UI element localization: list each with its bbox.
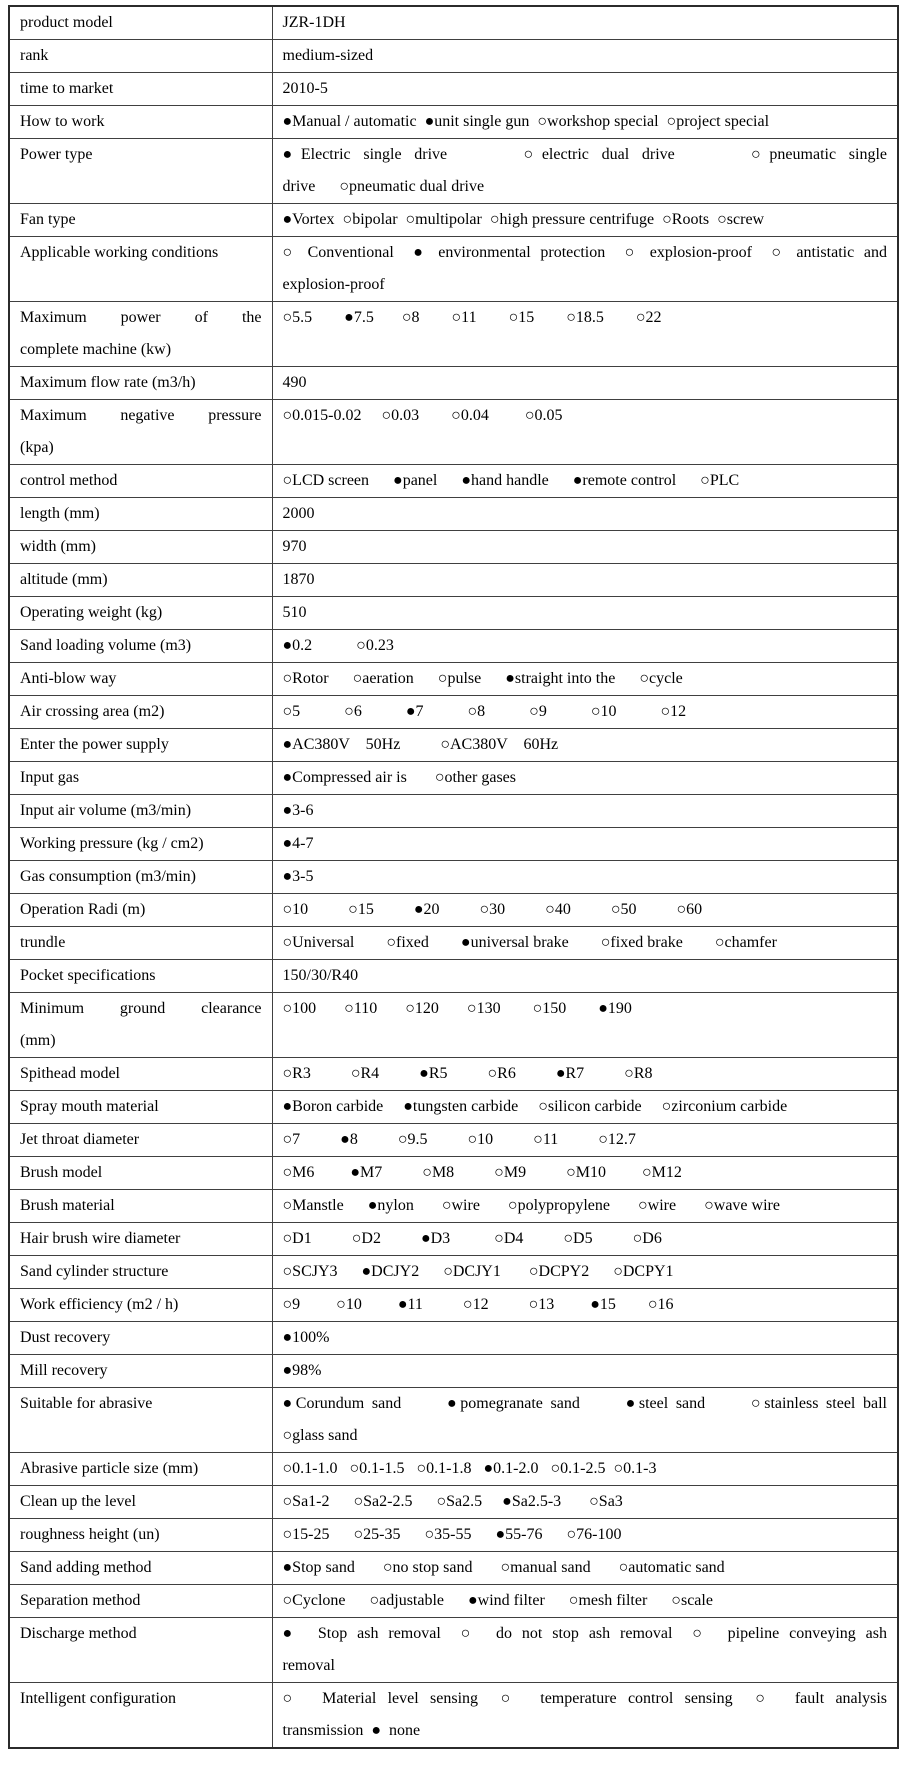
table-row <box>9 400 898 465</box>
spec-value-cell <box>272 498 898 531</box>
spec-attribute-cell <box>9 1486 272 1519</box>
spec-value-cell-line: ●Boron carbide ●tungsten carbide ○silicon carbide ○zirconium carbide <box>282 1098 788 1115</box>
spec-value-cell-line: 490 <box>282 374 307 391</box>
spec-table-body <box>9 6 898 1748</box>
spec-attribute-cell-line: Sand cylinder structure <box>20 1263 169 1280</box>
spec-value-cell-line: ○SCJY3 ●DCJY2 ○DCJY1 ○DCPY2 ○DCPY1 <box>282 1263 674 1280</box>
table-row <box>9 927 898 960</box>
spec-attribute-cell-line: Jet throat diameter <box>20 1131 140 1148</box>
spec-attribute-cell <box>9 1157 272 1190</box>
spec-attribute-cell-line: Air crossing area (m2) <box>20 703 165 720</box>
spec-value-cell-line: 2000 <box>282 505 315 522</box>
table-row <box>9 1355 898 1388</box>
table-row <box>9 6 898 40</box>
spec-attribute-cell <box>9 106 272 139</box>
spec-attribute-cell-line: Spithead model <box>20 1065 120 1082</box>
table-row <box>9 630 898 663</box>
spec-value-cell <box>272 630 898 663</box>
spec-value-cell <box>272 1223 898 1256</box>
spec-value-cell-line: ●AC380V 50Hz ○AC380V 60Hz <box>282 736 559 753</box>
spec-attribute-cell <box>9 762 272 795</box>
spec-value-cell-line: ●Vortex ○bipolar ○multipolar ○high pressure centrifuge ○Roots ○screw <box>282 211 765 228</box>
spec-attribute-cell-line: Brush model <box>20 1164 103 1181</box>
table-row <box>9 597 898 630</box>
spec-attribute-cell <box>9 498 272 531</box>
spec-attribute-cell <box>9 1388 272 1453</box>
spec-attribute-cell-line: product model <box>20 14 113 31</box>
spec-attribute-cell <box>9 564 272 597</box>
spec-attribute-cell <box>9 1683 272 1749</box>
table-row <box>9 1618 898 1683</box>
product-spec-table <box>8 5 899 1749</box>
spec-attribute-cell <box>9 1190 272 1223</box>
spec-value-cell-line: ○M6 ●M7 ○M8 ○M9 ○M10 ○M12 <box>282 1164 682 1181</box>
spec-attribute-cell <box>9 204 272 237</box>
table-row <box>9 302 898 367</box>
spec-value-cell-line: ●100% <box>282 1329 330 1346</box>
spec-attribute-cell <box>9 400 272 465</box>
spec-value-cell-line: ●Stop sand ○no stop sand ○manual sand ○automatic sand <box>282 1559 725 1576</box>
table-row <box>9 1585 898 1618</box>
spec-attribute-cell <box>9 927 272 960</box>
spec-attribute-cell <box>9 1091 272 1124</box>
spec-value-cell-line: ○9 ○10 ●11 ○12 ○13 ●15 ○16 <box>282 1296 674 1313</box>
spec-attribute-cell <box>9 73 272 106</box>
spec-value-cell <box>272 1355 898 1388</box>
spec-attribute-cell-line: How to work <box>20 113 105 130</box>
spec-attribute-cell <box>9 795 272 828</box>
spec-value-cell-line: drive ○pneumatic dual drive <box>282 178 485 195</box>
spec-attribute-cell-line: Maximum flow rate (m3/h) <box>20 374 196 391</box>
spec-attribute-cell-line: width (mm) <box>20 538 96 555</box>
spec-attribute-cell <box>9 993 272 1058</box>
spec-value-cell-line: ○D1 ○D2 ●D3 ○D4 ○D5 ○D6 <box>282 1230 662 1247</box>
spec-value-cell-line: JZR-1DH <box>282 14 346 31</box>
table-row <box>9 531 898 564</box>
spec-attribute-cell <box>9 828 272 861</box>
table-row <box>9 762 898 795</box>
spec-attribute-cell-line: Operation Radi (m) <box>20 901 146 918</box>
table-row <box>9 139 898 204</box>
spec-value-cell <box>272 795 898 828</box>
spec-attribute-cell <box>9 1058 272 1091</box>
spec-value-cell-line: ○10 ○15 ●20 ○30 ○40 ○50 ○60 <box>282 901 703 918</box>
table-row <box>9 1519 898 1552</box>
spec-value-cell <box>272 400 898 465</box>
spec-attribute-cell-line: Anti-blow way <box>20 670 117 687</box>
spec-attribute-cell-line: Working pressure (kg / cm2) <box>20 835 204 852</box>
spec-attribute-cell-line: altitude (mm) <box>20 571 108 588</box>
spec-value-cell <box>272 1519 898 1552</box>
spec-value-cell-line: ○ Material level sensing ○ temperature control sensing ○ fault analysis <box>282 1690 887 1707</box>
table-row <box>9 1683 898 1749</box>
table-row <box>9 894 898 927</box>
spec-value-cell <box>272 597 898 630</box>
spec-attribute-cell <box>9 1453 272 1486</box>
spec-value-cell <box>272 106 898 139</box>
table-row <box>9 795 898 828</box>
spec-value-cell <box>272 1618 898 1683</box>
spec-attribute-cell-line: Suitable for abrasive <box>20 1395 153 1412</box>
spec-attribute-cell-line: Maximum power of the <box>20 309 262 326</box>
table-row <box>9 367 898 400</box>
spec-value-cell-line: ○LCD screen ●panel ●hand handle ●remote control ○PLC <box>282 472 740 489</box>
spec-attribute-cell-line: control method <box>20 472 118 489</box>
table-row <box>9 729 898 762</box>
spec-attribute-cell-line: Enter the power supply <box>20 736 169 753</box>
table-row <box>9 1453 898 1486</box>
spec-attribute-cell-line: Brush material <box>20 1197 115 1214</box>
spec-value-cell <box>272 762 898 795</box>
table-row <box>9 1256 898 1289</box>
spec-attribute-cell <box>9 1585 272 1618</box>
spec-attribute-cell <box>9 597 272 630</box>
table-row <box>9 1486 898 1519</box>
spec-value-cell-line: ●Electric single drive ○electric dual drive ○pneumatic single <box>282 146 887 163</box>
table-row <box>9 1157 898 1190</box>
spec-value-cell <box>272 663 898 696</box>
spec-value-cell <box>272 1256 898 1289</box>
spec-value-cell-line: ○100 ○110 ○120 ○130 ○150 ●190 <box>282 1000 632 1017</box>
spec-attribute-cell-line: time to market <box>20 80 114 97</box>
spec-attribute-cell <box>9 1256 272 1289</box>
table-row <box>9 960 898 993</box>
spec-attribute-cell-line: Gas consumption (m3/min) <box>20 868 196 885</box>
spec-attribute-cell-line: Clean up the level <box>20 1493 136 1510</box>
table-row <box>9 1552 898 1585</box>
spec-attribute-cell <box>9 894 272 927</box>
spec-attribute-cell <box>9 1223 272 1256</box>
table-row <box>9 1091 898 1124</box>
spec-value-cell <box>272 237 898 302</box>
spec-attribute-cell-line: Pocket specifications <box>20 967 156 984</box>
table-row <box>9 861 898 894</box>
spec-value-cell-line: transmission ● none <box>282 1722 421 1739</box>
spec-value-cell <box>272 1453 898 1486</box>
spec-attribute-cell-line: trundle <box>20 934 66 951</box>
table-row <box>9 73 898 106</box>
spec-attribute-cell <box>9 367 272 400</box>
spec-attribute-cell <box>9 1289 272 1322</box>
table-row <box>9 498 898 531</box>
spec-value-cell-line: 150/30/R40 <box>282 967 359 984</box>
spec-attribute-cell-line: Abrasive particle size (mm) <box>20 1460 199 1477</box>
spec-attribute-cell-line: Hair brush wire diameter <box>20 1230 181 1247</box>
spec-attribute-cell <box>9 237 272 302</box>
spec-attribute-cell <box>9 630 272 663</box>
spec-value-cell-line: 2010-5 <box>282 80 328 97</box>
spec-attribute-cell-line: Maximum negative pressure <box>20 407 262 424</box>
spec-attribute-cell-line: Sand loading volume (m3) <box>20 637 192 654</box>
spec-value-cell <box>272 696 898 729</box>
table-row <box>9 106 898 139</box>
spec-value-cell-line: ○glass sand <box>282 1427 358 1444</box>
table-row <box>9 1322 898 1355</box>
spec-value-cell <box>272 1058 898 1091</box>
spec-value-cell-line: ●98% <box>282 1362 322 1379</box>
spec-value-cell-line: removal <box>282 1657 335 1674</box>
spec-attribute-cell-line: complete machine (kw) <box>20 341 172 358</box>
spec-attribute-cell <box>9 729 272 762</box>
spec-attribute-cell-line: Separation method <box>20 1592 141 1609</box>
spec-attribute-cell-line: (kpa) <box>20 439 54 456</box>
spec-value-cell <box>272 1289 898 1322</box>
spec-attribute-cell <box>9 6 272 40</box>
spec-value-cell-line: ●Corundum sand ●pomegranate sand ●steel sand ○stainless steel ball <box>282 1395 887 1412</box>
spec-value-cell <box>272 1486 898 1519</box>
spec-attribute-cell-line: Input air volume (m3/min) <box>20 802 192 819</box>
spec-attribute-cell-line: rank <box>20 47 49 64</box>
spec-value-cell <box>272 1124 898 1157</box>
spec-attribute-cell <box>9 302 272 367</box>
table-row <box>9 1223 898 1256</box>
spec-value-cell <box>272 729 898 762</box>
spec-value-cell-line: ●3-6 <box>282 802 314 819</box>
spec-value-cell-line: ○Sa1-2 ○Sa2-2.5 ○Sa2.5 ●Sa2.5-3 ○Sa3 <box>282 1493 623 1510</box>
spec-value-cell <box>272 73 898 106</box>
spec-attribute-cell-line: Intelligent configuration <box>20 1690 176 1707</box>
spec-attribute-cell-line: Applicable working conditions <box>20 244 219 261</box>
table-row <box>9 40 898 73</box>
spec-attribute-cell-line: length (mm) <box>20 505 100 522</box>
spec-attribute-cell <box>9 40 272 73</box>
spec-attribute-cell-line: Fan type <box>20 211 76 228</box>
spec-value-cell <box>272 993 898 1058</box>
spec-value-cell <box>272 6 898 40</box>
spec-value-cell-line: ○0.1-1.0 ○0.1-1.5 ○0.1-1.8 ●0.1-2.0 ○0.1-2.5 ○0.1-3 <box>282 1460 657 1477</box>
table-row <box>9 993 898 1058</box>
spec-attribute-cell-line: Spray mouth material <box>20 1098 159 1115</box>
spec-attribute-cell <box>9 465 272 498</box>
spec-value-cell <box>272 1190 898 1223</box>
spec-value-cell-line: ○5.5 ●7.5 ○8 ○11 ○15 ○18.5 ○22 <box>282 309 662 326</box>
table-row <box>9 828 898 861</box>
spec-value-cell <box>272 139 898 204</box>
spec-attribute-cell-line: Dust recovery <box>20 1329 111 1346</box>
spec-value-cell <box>272 204 898 237</box>
spec-value-cell <box>272 1388 898 1453</box>
spec-value-cell <box>272 1552 898 1585</box>
spec-attribute-cell-line: Sand adding method <box>20 1559 152 1576</box>
table-row <box>9 204 898 237</box>
spec-value-cell <box>272 531 898 564</box>
spec-attribute-cell-line: Work efficiency (m2 / h) <box>20 1296 179 1313</box>
table-row <box>9 1289 898 1322</box>
spec-value-cell-line: explosion-proof <box>282 276 385 293</box>
spec-attribute-cell-line: Power type <box>20 146 93 163</box>
spec-value-cell <box>272 1322 898 1355</box>
spec-value-cell <box>272 894 898 927</box>
spec-value-cell-line: ○Manstle ●nylon ○wire ○polypropylene ○wire ○wave wire <box>282 1197 780 1214</box>
spec-attribute-cell-line: Mill recovery <box>20 1362 108 1379</box>
table-row <box>9 696 898 729</box>
spec-value-cell-line: 1870 <box>282 571 315 588</box>
spec-value-cell-line: ●3-5 <box>282 868 314 885</box>
spec-value-cell-line: ○7 ●8 ○9.5 ○10 ○11 ○12.7 <box>282 1131 636 1148</box>
spec-value-cell-line: ●Compressed air is ○other gases <box>282 769 517 786</box>
spec-attribute-cell <box>9 960 272 993</box>
spec-attribute-cell-line: roughness height (un) <box>20 1526 160 1543</box>
spec-attribute-cell <box>9 1618 272 1683</box>
spec-value-cell <box>272 828 898 861</box>
spec-attribute-cell <box>9 1552 272 1585</box>
table-row <box>9 1388 898 1453</box>
spec-value-cell <box>272 1091 898 1124</box>
spec-attribute-cell <box>9 1519 272 1552</box>
spec-value-cell-line: ○R3 ○R4 ●R5 ○R6 ●R7 ○R8 <box>282 1065 653 1082</box>
spec-value-cell <box>272 465 898 498</box>
spec-value-cell-line: 970 <box>282 538 307 555</box>
spec-value-cell-line: medium-sized <box>282 47 374 64</box>
spec-value-cell <box>272 861 898 894</box>
spec-attribute-cell <box>9 1355 272 1388</box>
table-row <box>9 663 898 696</box>
spec-attribute-cell <box>9 663 272 696</box>
table-row <box>9 1190 898 1223</box>
table-row <box>9 564 898 597</box>
spec-value-cell-line: ●0.2 ○0.23 <box>282 637 394 654</box>
spec-attribute-cell <box>9 696 272 729</box>
spec-value-cell <box>272 1157 898 1190</box>
spec-value-cell <box>272 1683 898 1749</box>
spec-value-cell-line: ● Stop ash removal ○ do not stop ash removal ○ pipeline conveying ash <box>282 1625 887 1642</box>
spec-attribute-cell-line: (mm) <box>20 1032 56 1049</box>
spec-attribute-cell <box>9 139 272 204</box>
spec-value-cell-line: ○ Conventional ● environmental protection ○ explosion-proof ○ antistatic and <box>282 244 887 261</box>
spec-value-cell-line: ○Rotor ○aeration ○pulse ●straight into the ○cycle <box>282 670 683 687</box>
spec-attribute-cell <box>9 1124 272 1157</box>
spec-value-cell <box>272 40 898 73</box>
spec-value-cell-line: ●Manual / automatic ●unit single gun ○workshop special ○project special <box>282 113 770 130</box>
spec-value-cell <box>272 927 898 960</box>
spec-attribute-cell-line: Input gas <box>20 769 80 786</box>
spec-value-cell-line: ○5 ○6 ●7 ○8 ○9 ○10 ○12 <box>282 703 687 720</box>
spec-value-cell <box>272 1585 898 1618</box>
spec-value-cell <box>272 367 898 400</box>
spec-attribute-cell-line: Discharge method <box>20 1625 137 1642</box>
spec-attribute-cell <box>9 861 272 894</box>
spec-value-cell-line: ○0.015-0.02 ○0.03 ○0.04 ○0.05 <box>282 407 563 424</box>
spec-attribute-cell <box>9 1322 272 1355</box>
spec-value-cell-line: ○15-25 ○25-35 ○35-55 ●55-76 ○76-100 <box>282 1526 622 1543</box>
spec-value-cell <box>272 960 898 993</box>
spec-value-cell-line: ○Cyclone ○adjustable ●wind filter ○mesh filter ○scale <box>282 1592 713 1609</box>
table-row <box>9 1058 898 1091</box>
spec-value-cell <box>272 564 898 597</box>
spec-value-cell-line: 510 <box>282 604 307 621</box>
spec-value-cell <box>272 302 898 367</box>
spec-value-cell-line: ●4-7 <box>282 835 314 852</box>
table-row <box>9 465 898 498</box>
spec-value-cell-line: ○Universal ○fixed ●universal brake ○fixed brake ○chamfer <box>282 934 777 951</box>
spec-attribute-cell-line: Operating weight (kg) <box>20 604 163 621</box>
table-row <box>9 1124 898 1157</box>
table-row <box>9 237 898 302</box>
spec-attribute-cell-line: Minimum ground clearance <box>20 1000 262 1017</box>
spec-attribute-cell <box>9 531 272 564</box>
